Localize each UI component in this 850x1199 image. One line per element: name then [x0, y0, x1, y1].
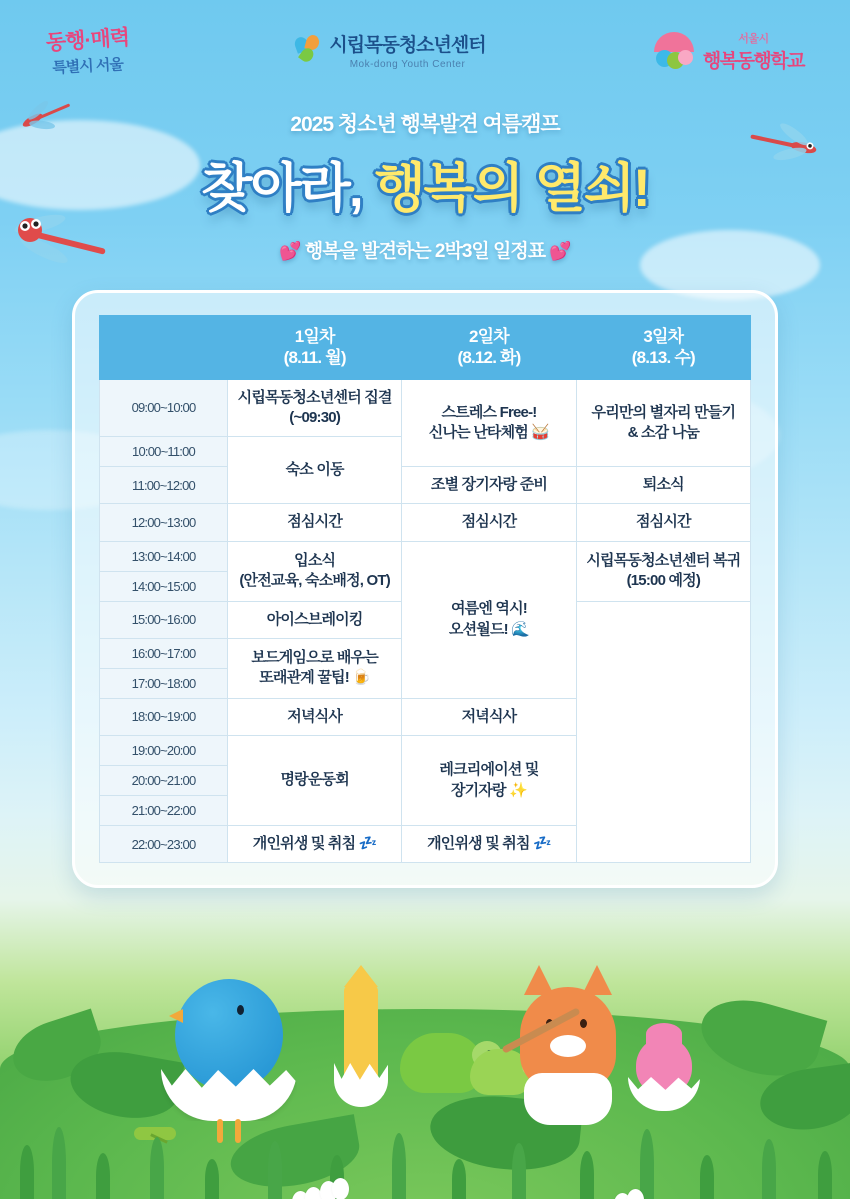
cell-d2-3: 점심시간 [402, 504, 576, 541]
time-label: 11:00~12:00 [100, 467, 228, 504]
leaf-mark-icon [295, 35, 321, 65]
time-label: 20:00~21:00 [100, 766, 228, 796]
heart-icon: 💕 [279, 241, 301, 261]
camp-subtitle-bottom [0, 236, 850, 263]
time-label: 10:00~11:00 [100, 437, 228, 467]
cell-d3-2: 퇴소식 [576, 467, 750, 504]
time-label: 16:00~17:00 [100, 638, 228, 668]
time-label: 13:00~14:00 [100, 541, 228, 571]
day3-date: (8.13. 수) [631, 348, 695, 368]
leaf-decoration [693, 988, 828, 1088]
time-label: 09:00~10:00 [100, 379, 228, 437]
cell-d1-3: 점심시간 [228, 504, 402, 541]
bird-character [175, 979, 283, 1091]
day2-date: (8.12. 화) [457, 348, 521, 368]
cell-d3-4: 시립목동청소년센터 복귀 (15:00 예정) [576, 541, 750, 601]
center-logo-ko: 시립목동청소년센터 [329, 35, 486, 56]
happy-school-logo [652, 30, 804, 73]
camp-subtitle-top: 2025 청소년 행복발견 여름캠프 [290, 113, 560, 136]
grass-hill [0, 1009, 850, 1199]
page-title [0, 146, 850, 222]
day1-label: 1일차 [294, 327, 335, 346]
day3-header [576, 316, 750, 380]
grass-row [0, 1079, 850, 1199]
seoul-logo [45, 26, 130, 77]
day1-date: (8.11. 월) [283, 348, 346, 368]
cell-d1-7: 보드게임으로 배우는 또래관계 꿀팁! 🍺 [228, 638, 402, 698]
pink-character [636, 1037, 692, 1095]
happy-logo-line2: 행복동행학교 [702, 51, 804, 72]
time-label: 12:00~13:00 [100, 504, 228, 541]
camp-subtitle-bottom-text: 행복을 발견하는 2박3일 일정표 [304, 241, 546, 262]
table-header-row [100, 316, 751, 380]
happy-logo-line1: 서울시 [738, 33, 769, 45]
cell-d2-2: 조별 장기자랑 준비 [402, 467, 576, 504]
cell-d3-0: 우리만의 별자리 만들기 & 소감 나눔 [576, 379, 750, 467]
leaf-decoration [65, 1044, 184, 1126]
center-logo-en: Mok-dong Youth Center [349, 59, 466, 70]
table-row [100, 467, 751, 504]
day3-label: 3일차 [643, 327, 684, 346]
schedule-table [99, 315, 751, 863]
pencil-character [344, 985, 378, 1081]
leaf-decoration [5, 1009, 109, 1092]
time-label: 15:00~16:00 [100, 601, 228, 638]
table-row [100, 541, 751, 571]
time-label: 19:00~20:00 [100, 736, 228, 766]
table-row [100, 379, 751, 437]
small-turtle-character [470, 1049, 532, 1095]
ground-scenery [0, 899, 850, 1199]
leaf-decoration [226, 1114, 364, 1196]
cell-d2-0: 스트레스 Free-! 신나는 난타체험 🥁 [402, 379, 576, 467]
title-block [0, 108, 850, 263]
cell-d1-13: 개인위생 및 취침 💤 [228, 826, 402, 863]
cell-d2-9: 저녁식사 [402, 698, 576, 735]
time-label: 14:00~15:00 [100, 571, 228, 601]
turtle-character [400, 1033, 484, 1093]
heart-icon: 💕 [549, 241, 571, 261]
grasshopper-icon [128, 1123, 182, 1143]
cell-d3-empty [576, 601, 750, 863]
day2-label: 2일차 [469, 327, 509, 346]
mokdong-youth-center-logo [295, 30, 485, 70]
seoul-logo-line1: 동행·매력 [45, 26, 130, 55]
logo-bar [0, 0, 850, 92]
time-column-header [100, 316, 228, 380]
seoul-logo-line2: 특별시 서울 [51, 56, 124, 77]
cell-d2-4: 여름엔 역시! 오션월드! 🌊 [402, 541, 576, 698]
time-label: 18:00~19:00 [100, 698, 228, 735]
cell-d1-4: 입소식 (안전교육, 숙소배정, OT) [228, 541, 402, 601]
time-label: 22:00~23:00 [100, 826, 228, 863]
cell-d3-3: 점심시간 [576, 504, 750, 541]
cell-d1-9: 저녁식사 [228, 698, 402, 735]
schedule-card [72, 290, 778, 888]
house-icon [652, 32, 696, 72]
day1-header [228, 316, 402, 380]
cell-d1-1: 숙소 이동 [228, 437, 402, 504]
time-label: 21:00~22:00 [100, 796, 228, 826]
page-title-part1: 찾아라, [201, 159, 375, 218]
cell-d1-6: 아이스브레이킹 [228, 601, 402, 638]
cell-d1-10: 명랑운동회 [228, 736, 402, 826]
fox-character [520, 987, 616, 1091]
cell-d2-10: 레크리에이션 및 장기자랑 ✨ [402, 736, 576, 826]
leaf-decoration [756, 1062, 850, 1135]
table-row [100, 504, 751, 541]
time-label: 17:00~18:00 [100, 668, 228, 698]
page-title-part2: 행복의 열쇠! [374, 159, 649, 218]
leaf-decoration [427, 1089, 584, 1176]
cell-d1-0: 시립목동청소년센터 집결 (~09:30) [228, 379, 402, 437]
day2-header [402, 316, 576, 380]
cell-d2-13: 개인위생 및 취침 💤 [402, 826, 576, 863]
